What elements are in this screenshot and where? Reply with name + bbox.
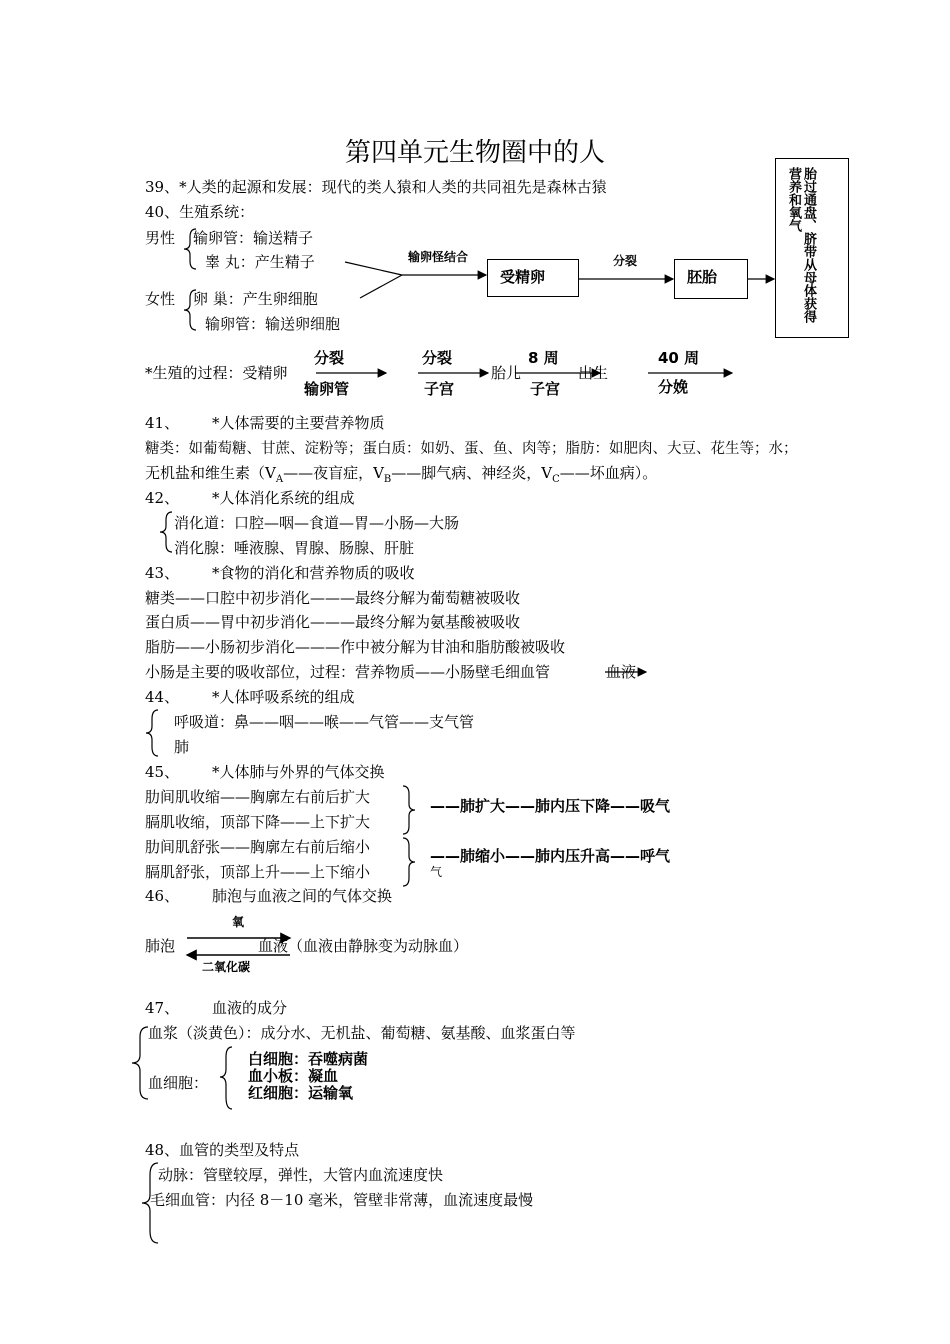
process-place-1: 输卵管 <box>304 380 350 398</box>
alveoli-label: 肺泡 <box>145 937 176 955</box>
digestion-line-2: 蛋白质——胃中初步消化———最终分解为氨基酸被吸收 <box>145 613 521 631</box>
digestion-line-3: 脂肪——小肠初步消化———作中被分解为甘油和脂肪酸被吸收 <box>145 638 566 656</box>
female-item-1: 卵 巢：产生卵细胞 <box>193 290 318 308</box>
section-46-num: 46、 <box>145 887 180 905</box>
female-item-2: 输卵管：输送卵细胞 <box>205 315 341 333</box>
process-place-2: 子宫 <box>424 380 455 398</box>
capillary: 毛细血管：内径 8－10 毫米，管壁非常薄，血流速度最慢 <box>150 1191 534 1209</box>
section-39: 39、*人类的起源和发展：现代的类人猿和人类的共同祖先是森林古猿 <box>145 178 607 196</box>
digestion-blood: 血液 <box>606 663 637 681</box>
section-43-num: 43、 <box>145 564 180 582</box>
plasma: 血浆（淡黄色）：成分水、无机盐、葡萄糖、氨基酸、血浆蛋白等 <box>148 1024 576 1042</box>
embryo-label: 胚胎 <box>687 268 718 286</box>
section-42-num: 42、 <box>145 489 180 507</box>
male-item-1: 输卵管：输送精子 <box>193 229 314 247</box>
male-label: 男性 <box>145 229 176 247</box>
artery: 动脉：管壁较厚，弹性，大管内血流速度快 <box>158 1166 444 1184</box>
fertilized-egg-box <box>487 259 579 297</box>
lung: 肺 <box>174 738 190 756</box>
process-fetus: 胎儿 <box>491 364 522 382</box>
blood-cells: 血细胞： <box>148 1074 209 1092</box>
section-45-heading: *人体肺与外界的气体交换 <box>212 763 385 781</box>
process-split-1: 分裂 <box>314 349 345 367</box>
digestive-glands: 消化腺：唾液腺、胃腺、肠腺、肝脏 <box>174 539 415 557</box>
breathing-line-1: 肋间肌收缩——胸廓左右前后扩大 <box>145 788 371 806</box>
section-44-num: 44、 <box>145 688 180 706</box>
respiratory-tract: 呼吸道：鼻——咽——喉——气管——支气管 <box>174 713 475 731</box>
arrow-label-fertilize: 输卵怪结合 <box>408 250 469 264</box>
red-blood-cell: 红细胞：运输氧 <box>248 1084 354 1102</box>
inhale-result: ——肺扩大——肺内压下降——吸气 <box>430 797 671 815</box>
nutrients-line-2: 无机盐和维生素（$V_A——$夜盲症，$V_B——$脚气病、神经炎，$V_C——$坏血病）。 <box>145 464 658 485</box>
section-46-heading: 肺泡与血液之间的气体交换 <box>212 887 393 905</box>
male-item-2: 睾 丸：产生精子 <box>205 253 315 271</box>
digestion-line-1: 糖类——口腔中初步消化———最终分解为葡萄糖被吸收 <box>145 589 521 607</box>
breathing-line-3: 肋间肌舒张——胸廓左右前后缩小 <box>145 838 371 856</box>
digestive-tract: 消化道：口腔—咽—食道—胃—小肠—大肠 <box>174 514 460 532</box>
section-44-heading: *人体呼吸系统的组成 <box>212 688 355 706</box>
placenta-box <box>775 158 849 338</box>
process-born: 出生 <box>578 364 609 382</box>
breathing-line-4: 膈肌舒张，顶部上升——上下缩小 <box>145 863 371 881</box>
section-47-num: 47、 <box>145 999 180 1017</box>
blood-label: 血液（血液由静脉变为动脉血） <box>258 937 469 955</box>
stray-char: 气 <box>430 865 443 879</box>
section-47-heading: 血液的成分 <box>212 999 288 1017</box>
section-41-heading: *人体需要的主要营养物质 <box>212 414 385 432</box>
section-41-num: 41、 <box>145 414 180 432</box>
section-40-heading: 40、生殖系统： <box>145 203 255 221</box>
section-42-heading: *人体消化系统的组成 <box>212 489 355 507</box>
process-week-8: 8 周 <box>528 349 559 367</box>
process-label: *生殖的过程：受精卵 <box>145 364 288 382</box>
section-43-heading: *食物的消化和营养物质的吸收 <box>212 564 415 582</box>
process-delivery: 分娩 <box>658 378 689 396</box>
exhale-result: ——肺缩小——肺内压升高——呼气 <box>430 847 671 865</box>
process-split-2: 分裂 <box>422 349 453 367</box>
process-place-3: 子宫 <box>530 380 561 398</box>
nutrients-line-1: 糖类：如葡萄糖、甘蔗、淀粉等；蛋白质：如奶、蛋、鱼、肉等；脂肪：如肥肉、大豆、花生等；水； <box>145 441 798 457</box>
digestion-line-4: 小肠是主要的吸收部位，过程：营养物质——小肠壁毛细血管 <box>145 663 551 681</box>
embryo-box <box>674 259 748 299</box>
placenta-text: 胎过通盘、脐带从母体获得营养和氧气 <box>786 167 816 323</box>
platelet: 血小板：凝血 <box>248 1067 339 1085</box>
breathing-line-2: 膈肌收缩，顶部下降——上下扩大 <box>145 813 371 831</box>
process-week-40: 40 周 <box>658 349 700 367</box>
section-48-heading: 48、血管的类型及特点 <box>145 1141 300 1159</box>
arrow-label-split: 分裂 <box>613 254 638 268</box>
page-title: 第四单元生物圈中的人 <box>344 138 605 168</box>
fertilized-egg-label: 受精卵 <box>500 268 546 286</box>
section-45-num: 45、 <box>145 763 180 781</box>
co2-label: 二氧化碳 <box>202 960 251 974</box>
female-label: 女性 <box>145 290 176 308</box>
white-blood-cell: 白细胞：吞噬病菌 <box>248 1050 369 1068</box>
oxygen-label: 氧 <box>232 915 245 929</box>
